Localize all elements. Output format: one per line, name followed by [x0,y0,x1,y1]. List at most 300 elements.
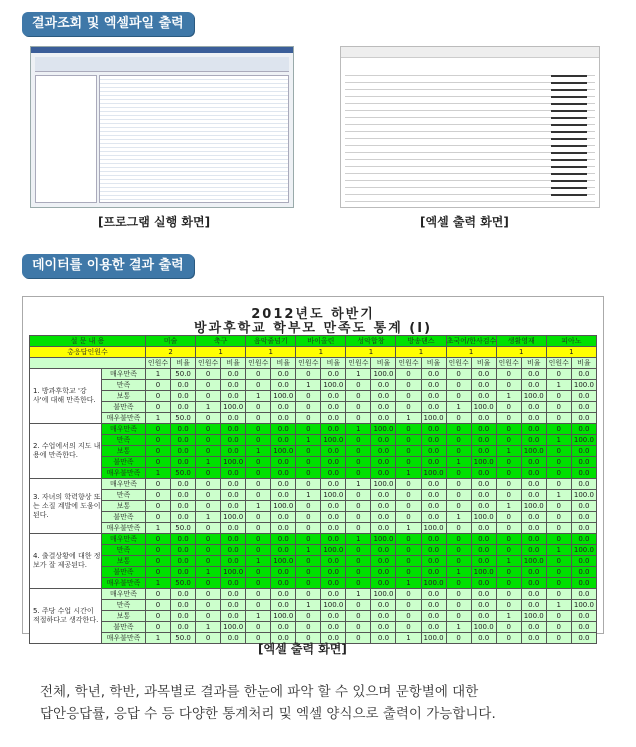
value-cell: 0 [246,633,271,644]
value-cell: 0.0 [221,501,246,512]
value-cell: 0 [446,435,471,446]
answer-row [30,501,597,512]
value-cell: 1 [546,380,571,391]
value-cell: 100.0 [271,391,296,402]
totals-row [30,347,597,358]
value-cell: 0 [396,545,421,556]
value-cell: 0 [396,534,421,545]
answer-row [30,424,597,435]
value-cell: 0 [246,479,271,490]
value-cell: 0 [396,600,421,611]
value-cell: 0.0 [171,380,196,391]
value-cell: 1 [146,369,171,380]
answer-label: 보통 [102,501,146,512]
value-cell: 0 [496,578,521,589]
value-cell: 0 [496,457,521,468]
value-cell: 1 [396,523,421,534]
value-cell: 0.0 [471,424,496,435]
value-cell: 0 [146,435,171,446]
answer-label: 매우불만족 [102,578,146,589]
value-cell: 100.0 [221,402,246,413]
answer-label: 불만족 [102,457,146,468]
value-cell: 100.0 [321,600,346,611]
value-cell: 0.0 [221,446,246,457]
answer-label: 매우만족 [102,424,146,435]
answer-label: 매우불만족 [102,633,146,644]
answer-row [30,578,597,589]
value-cell: 0 [146,534,171,545]
answer-row [30,589,597,600]
answer-label: 보통 [102,611,146,622]
value-cell: 50.0 [171,413,196,424]
value-cell: 0 [346,380,371,391]
value-cell: 0.0 [571,556,596,567]
value-cell: 0 [396,369,421,380]
subject-header: 성악합창 [346,336,396,347]
value-cell: 100.0 [421,468,446,479]
value-cell: 0.0 [271,435,296,446]
value-cell: 0 [446,534,471,545]
value-cell: 1 [396,578,421,589]
value-cell: 0 [446,369,471,380]
value-cell: 0.0 [421,435,446,446]
value-cell: 0 [546,534,571,545]
value-cell: 0 [496,369,521,380]
value-cell: 100.0 [271,611,296,622]
value-cell: 100.0 [521,391,546,402]
value-cell: 0 [246,413,271,424]
value-cell: 0.0 [571,413,596,424]
value-cell: 0.0 [521,633,546,644]
value-cell: 1 [446,622,471,633]
value-cell: 0.0 [521,545,546,556]
value-cell: 100.0 [471,567,496,578]
value-cell: 0.0 [421,424,446,435]
answer-label: 만족 [102,435,146,446]
value-cell: 0 [296,446,321,457]
answer-label: 만족 [102,600,146,611]
section-title-data-output: 데이터를 이용한 결과 출력 [22,254,194,278]
value-cell: 0.0 [371,413,396,424]
value-cell: 0 [196,545,221,556]
value-cell: 0.0 [171,622,196,633]
value-cell: 0.0 [521,369,546,380]
value-cell: 0 [546,468,571,479]
value-cell: 1 [296,435,321,446]
value-cell: 0 [546,446,571,457]
value-cell: 0 [546,589,571,600]
value-cell: 50.0 [171,369,196,380]
value-cell: 0 [296,468,321,479]
value-cell: 0.0 [571,424,596,435]
value-cell: 0 [196,490,221,501]
value-cell: 0.0 [321,457,346,468]
value-cell: 0.0 [221,490,246,501]
value-cell: 0 [446,556,471,567]
value-cell: 1 [196,402,221,413]
value-cell: 100.0 [471,622,496,633]
value-cell: 0.0 [321,622,346,633]
value-cell: 0.0 [371,622,396,633]
value-cell: 100.0 [571,600,596,611]
value-cell: 0.0 [171,402,196,413]
value-cell: 100.0 [271,446,296,457]
total-cell: 2 [146,347,196,358]
value-cell: 0 [296,457,321,468]
value-cell: 0.0 [421,556,446,567]
value-cell: 0 [496,479,521,490]
value-cell: 0.0 [521,424,546,435]
value-cell: 0 [196,534,221,545]
value-cell: 0 [196,369,221,380]
value-cell: 0 [196,391,221,402]
value-cell: 0.0 [171,512,196,523]
ratio-label: 비율 [171,358,196,369]
value-cell: 0 [346,611,371,622]
value-cell: 0 [296,556,321,567]
value-cell: 0.0 [521,622,546,633]
value-cell: 0.0 [371,567,396,578]
value-cell: 1 [246,501,271,512]
count-label: 인원수 [546,358,571,369]
value-cell: 50.0 [171,578,196,589]
answer-row [30,490,597,501]
answer-label: 불만족 [102,567,146,578]
value-cell: 0.0 [571,391,596,402]
value-cell: 100.0 [471,457,496,468]
value-cell: 0 [146,380,171,391]
value-cell: 0.0 [271,567,296,578]
value-cell: 0 [446,633,471,644]
value-cell: 100.0 [521,611,546,622]
value-cell: 0 [246,512,271,523]
value-cell: 1 [446,402,471,413]
value-cell: 0.0 [571,622,596,633]
value-cell: 0 [396,479,421,490]
caption-excel-top: [엑셀 출력 화면] [420,215,509,229]
value-cell: 0.0 [421,457,446,468]
value-cell: 0.0 [521,567,546,578]
value-cell: 0 [346,523,371,534]
value-cell: 0.0 [571,611,596,622]
value-cell: 0.0 [421,446,446,457]
value-cell: 0 [496,600,521,611]
value-cell: 0 [396,512,421,523]
value-cell: 1 [396,468,421,479]
value-cell: 0.0 [271,457,296,468]
value-cell: 0.0 [321,523,346,534]
value-cell: 0 [346,512,371,523]
value-cell: 0.0 [321,424,346,435]
answer-row [30,611,597,622]
value-cell: 0.0 [571,567,596,578]
value-cell: 0 [396,589,421,600]
value-cell: 0 [146,545,171,556]
header-row [30,336,597,347]
answer-row [30,545,597,556]
answer-row [30,468,597,479]
value-cell: 0 [246,622,271,633]
value-cell: 0.0 [271,479,296,490]
value-cell: 0 [146,490,171,501]
answer-row [30,391,597,402]
value-cell: 0 [196,501,221,512]
value-cell: 0.0 [221,479,246,490]
value-cell: 0 [496,435,521,446]
value-cell: 0.0 [471,446,496,457]
value-cell: 0 [246,567,271,578]
value-cell: 1 [546,600,571,611]
value-cell: 0 [546,413,571,424]
value-cell: 100.0 [421,413,446,424]
value-cell: 0 [546,369,571,380]
answer-row [30,369,597,380]
value-cell: 0.0 [171,589,196,600]
value-cell: 100.0 [571,545,596,556]
value-cell: 1 [296,380,321,391]
value-cell: 0.0 [171,424,196,435]
total-cell: 1 [546,347,596,358]
value-cell: 0.0 [521,578,546,589]
value-cell: 0 [446,600,471,611]
ratio-label: 비율 [221,358,246,369]
value-cell: 0.0 [171,567,196,578]
value-cell: 0 [496,512,521,523]
subject-header: 피아노 [546,336,596,347]
value-cell: 1 [196,512,221,523]
value-cell: 0 [446,380,471,391]
value-cell: 0.0 [371,545,396,556]
answer-label: 불만족 [102,402,146,413]
ratio-label: 비율 [571,358,596,369]
value-cell: 0.0 [271,380,296,391]
value-cell: 0.0 [371,556,396,567]
value-cell: 0.0 [221,633,246,644]
value-cell: 0 [296,424,321,435]
value-cell: 0 [396,446,421,457]
value-cell: 0 [496,424,521,435]
value-cell: 0 [446,501,471,512]
value-cell: 1 [146,578,171,589]
value-cell: 0.0 [471,589,496,600]
value-cell: 0 [496,567,521,578]
value-cell: 0 [346,468,371,479]
value-cell: 100.0 [371,369,396,380]
value-cell: 0 [446,578,471,589]
value-cell: 0.0 [171,501,196,512]
value-cell: 0 [246,435,271,446]
total-cell: 1 [196,347,246,358]
value-cell: 0.0 [221,424,246,435]
value-cell: 0 [496,589,521,600]
value-cell: 0.0 [171,479,196,490]
description-line-1: 전체, 학년, 학반, 과목별로 결과를 한눈에 파악 할 수 있으며 문항별에 대한 [40,684,479,700]
value-cell: 0.0 [271,622,296,633]
value-cell: 0.0 [571,589,596,600]
value-cell: 0 [446,424,471,435]
value-cell: 0 [346,622,371,633]
value-cell: 0.0 [221,556,246,567]
ratio-label: 비율 [471,358,496,369]
value-cell: 0 [496,534,521,545]
value-cell: 0 [146,589,171,600]
value-cell: 1 [446,567,471,578]
value-cell: 0.0 [571,534,596,545]
value-cell: 0.0 [271,600,296,611]
caption-excel-bottom: [엑셀 출력 화면] [258,642,347,656]
value-cell: 0 [296,578,321,589]
value-cell: 0 [396,435,421,446]
value-cell: 0.0 [171,446,196,457]
value-cell: 0.0 [371,523,396,534]
value-cell: 1 [246,391,271,402]
answer-label: 만족 [102,545,146,556]
subject-header: 초국어/한사검수 [446,337,497,345]
value-cell: 0.0 [471,545,496,556]
value-cell: 0 [496,402,521,413]
value-cell: 1 [446,457,471,468]
value-cell: 100.0 [321,435,346,446]
value-cell: 0 [246,534,271,545]
value-cell: 0 [496,413,521,424]
value-cell: 0 [496,523,521,534]
value-cell: 0.0 [471,523,496,534]
total-cell: 1 [446,347,496,358]
value-cell: 1 [296,600,321,611]
value-cell: 0.0 [521,413,546,424]
value-cell: 0.0 [471,468,496,479]
value-cell: 0.0 [521,490,546,501]
value-cell: 100.0 [371,589,396,600]
value-cell: 1 [496,556,521,567]
value-cell: 0 [496,622,521,633]
value-cell: 0 [346,501,371,512]
value-cell: 0 [346,545,371,556]
value-cell: 0 [396,402,421,413]
value-cell: 0 [296,589,321,600]
value-cell: 1 [496,446,521,457]
value-cell: 0.0 [221,611,246,622]
value-cell: 0 [346,435,371,446]
value-cell: 0.0 [371,468,396,479]
value-cell: 50.0 [171,523,196,534]
value-cell: 1 [546,435,571,446]
value-cell: 50.0 [171,468,196,479]
value-cell: 1 [246,611,271,622]
total-cell: 1 [246,347,296,358]
value-cell: 100.0 [471,512,496,523]
value-cell: 0 [146,402,171,413]
value-cell: 0 [246,600,271,611]
answer-row [30,600,597,611]
subject-header: 바이올린 [296,336,346,347]
value-cell: 0.0 [571,457,596,468]
value-cell: 0 [196,589,221,600]
value-cell: 0 [246,589,271,600]
value-cell: 0.0 [521,479,546,490]
value-cell: 0 [496,545,521,556]
value-cell: 0 [296,501,321,512]
value-cell: 0.0 [471,413,496,424]
value-cell: 0.0 [371,501,396,512]
value-cell: 100.0 [371,424,396,435]
value-cell: 1 [496,611,521,622]
value-cell: 0 [196,578,221,589]
value-cell: 100.0 [421,578,446,589]
value-cell: 0.0 [371,391,396,402]
value-cell: 0 [146,622,171,633]
survey-stats-table [29,335,597,644]
value-cell: 0 [246,380,271,391]
value-cell: 0.0 [521,534,546,545]
question-text: 3. 자녀의 학력향상 또는 소질 계발에 도움이 된다. [30,479,102,534]
value-cell: 0.0 [421,479,446,490]
answer-row [30,567,597,578]
value-cell: 0.0 [421,391,446,402]
total-label: 총응답인원수 [30,347,146,358]
value-cell: 1 [346,534,371,545]
value-cell: 0.0 [221,578,246,589]
value-cell: 0 [546,402,571,413]
value-cell: 0.0 [321,391,346,402]
answer-label: 매우만족 [102,534,146,545]
value-cell: 0.0 [521,435,546,446]
value-cell: 100.0 [221,512,246,523]
subject-header: 방송댄스 [396,336,446,347]
value-cell: 0.0 [471,380,496,391]
value-cell: 0 [146,567,171,578]
value-cell: 0 [196,611,221,622]
ratio-label: 비율 [421,358,446,369]
value-cell: 0 [296,391,321,402]
value-cell: 0.0 [321,512,346,523]
value-cell: 0 [396,567,421,578]
value-cell: 100.0 [271,556,296,567]
caption-program: [프로그램 실행 화면] [98,215,211,229]
value-cell: 0 [146,501,171,512]
value-cell: 1 [546,545,571,556]
value-cell: 1 [146,523,171,534]
value-cell: 0.0 [171,435,196,446]
count-label: 인원수 [146,358,171,369]
value-cell: 100.0 [471,402,496,413]
value-cell: 0.0 [521,380,546,391]
value-cell: 0.0 [271,369,296,380]
value-cell: 0.0 [171,611,196,622]
value-cell: 0 [146,556,171,567]
value-cell: 1 [196,567,221,578]
value-cell: 0.0 [471,611,496,622]
value-cell: 0.0 [271,490,296,501]
value-cell: 0.0 [421,501,446,512]
value-cell: 0.0 [321,556,346,567]
value-cell: 0 [346,391,371,402]
value-cell: 0 [196,633,221,644]
answer-row [30,523,597,534]
subject-header: 음악줄넘기 [246,336,296,347]
value-cell: 0.0 [321,589,346,600]
value-cell: 0.0 [521,402,546,413]
value-cell: 0.0 [571,512,596,523]
value-cell: 0.0 [521,512,546,523]
value-cell: 0.0 [321,413,346,424]
value-cell: 0 [246,578,271,589]
ratio-label: 비율 [321,358,346,369]
value-cell: 0.0 [571,523,596,534]
value-cell: 0 [346,633,371,644]
answer-row [30,402,597,413]
value-cell: 0 [546,424,571,435]
